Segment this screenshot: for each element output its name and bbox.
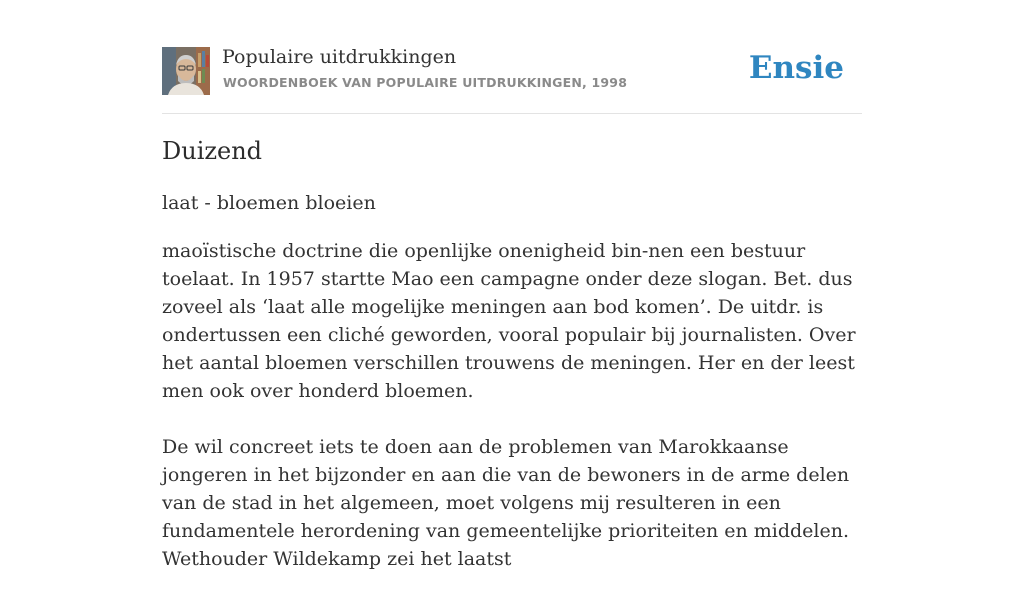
source-subtitle: WOORDENBOEK VAN POPULAIRE UITDRUKKINGEN, 1998: [223, 75, 628, 90]
entry-headword: Duizend: [162, 137, 263, 165]
author-avatar[interactable]: [162, 47, 210, 95]
author-portrait-icon: [162, 47, 210, 95]
definition-paragraph: maoïstische doctrine die openlijke onenigheid bin-nen een bestuur toelaat. In 1957 startte Mao een campagne onder deze slogan. Bet. dus zoveel als ‘laat alle mogelijke meningen aan bod komen’. De uitdr. is ondertussen een cliché geworden, vooral populair bij journalisten. Over het aantal bloemen verschillen trouwens de meningen. Her en der leest men ook over honderd bloemen.: [162, 240, 856, 402]
entry-page: [162, 0, 862, 570]
ensie-logo-link[interactable]: Ensie: [748, 50, 844, 86]
source-title[interactable]: Populaire uitdrukkingen: [222, 46, 457, 68]
entry-phrase: laat - bloemen bloeien: [162, 192, 376, 214]
source-header: [162, 46, 862, 96]
entry-definition: [162, 237, 862, 601]
header-divider: [162, 113, 862, 114]
example-paragraph: De wil concreet iets te doen aan de problemen van Marokkaanse jongeren in het bijzonder en aan die van de bewoners in de arme delen van de stad in het algemeen, moet volgens mij resulteren in een fundamentele herordening van gemeentelijke prioriteiten en middelen. Wethouder Wildekamp zei het laatst: [162, 436, 850, 570]
